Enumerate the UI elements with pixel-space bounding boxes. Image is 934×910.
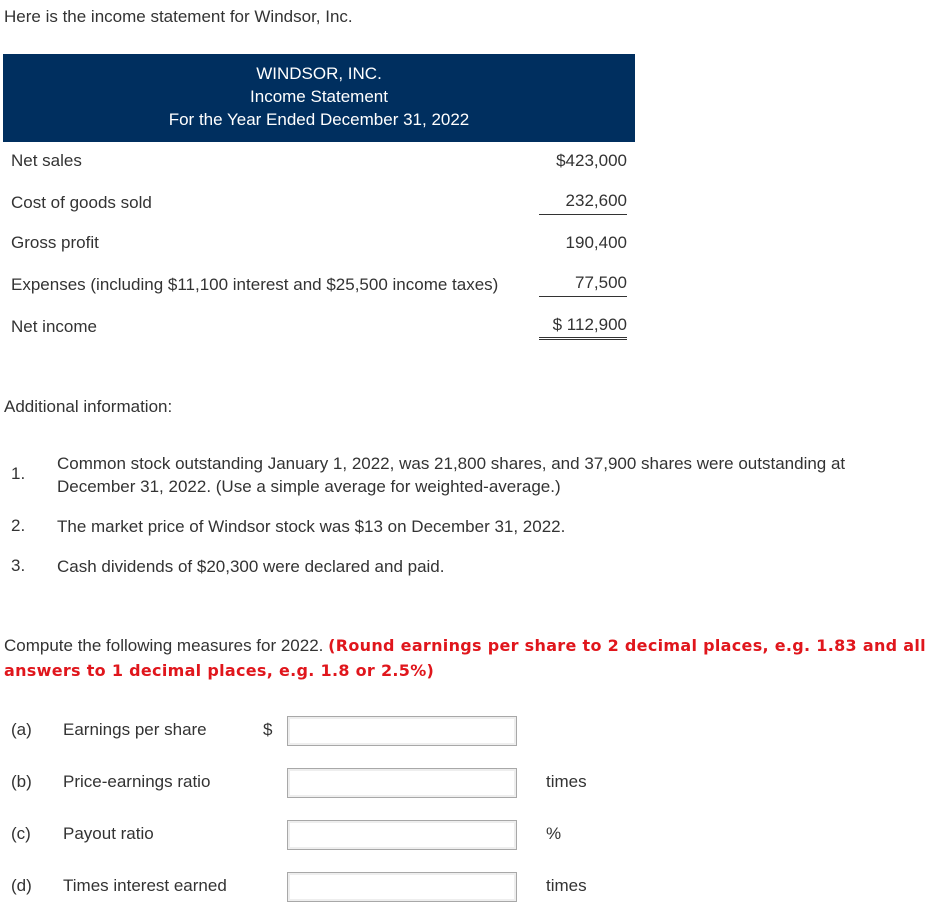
row-amount-gross-profit: 190,400: [565, 233, 627, 252]
unit-label: times: [546, 772, 587, 791]
eps-input[interactable]: [287, 716, 517, 746]
list-item-number: 1.: [11, 464, 26, 483]
list-item-text: The market price of Windsor stock was $13 on December 31, 2022.: [57, 517, 566, 536]
rounding-note: (Round earnings per share to 2 decimal places, e.g. 1.83 and all answers to 1 decimal places, e.g. 1.8 or 2.5%): [4, 636, 926, 680]
row-amount-cogs: 232,600: [539, 191, 627, 215]
list-item-number: 3.: [11, 556, 26, 575]
question-label-payout-ratio: Payout ratio: [63, 824, 154, 843]
row-label-cogs: Cost of goods sold: [11, 193, 152, 212]
question-letter: (a): [11, 720, 32, 739]
intro-text: Here is the income statement for Windsor, Inc.: [4, 7, 353, 26]
times-interest-input[interactable]: [287, 872, 517, 902]
question-letter: (c): [11, 824, 31, 843]
payout-ratio-input[interactable]: [287, 820, 517, 850]
instruction-text: [4, 633, 930, 683]
question-letter: (d): [11, 876, 32, 895]
list-item-text: Cash dividends of $20,300 were declared and paid.: [57, 557, 445, 576]
additional-info-heading: Additional information:: [4, 397, 173, 416]
question-label-pe-ratio: Price-earnings ratio: [63, 772, 211, 791]
list-item-text: Common stock outstanding January 1, 2022, was 21,800 shares, and 37,900 shares were outstanding at December 31, 2022. (Use a simple average for weighted-average.): [57, 454, 846, 496]
row-label-expenses: Expenses (including $11,100 interest and $25,500 income taxes): [11, 275, 499, 294]
question-letter: (b): [11, 772, 32, 791]
pe-ratio-input[interactable]: [287, 768, 517, 798]
row-amount-net-sales: $423,000: [556, 151, 627, 170]
statement-header: [3, 54, 635, 142]
statement-title: Income Statement: [250, 87, 388, 106]
dollar-sign: $: [263, 720, 273, 739]
row-label-net-income: Net income: [11, 317, 97, 336]
statement-period: For the Year Ended December 31, 2022: [168, 110, 470, 129]
row-label-gross-profit: Gross profit: [11, 233, 99, 252]
question-label-eps: Earnings per share: [63, 720, 207, 739]
row-amount-expenses: 77,500: [539, 273, 627, 297]
instruction-main: Compute the following measures for 2022.: [4, 636, 324, 655]
unit-label: times: [546, 876, 587, 895]
company-name: WINDSOR, INC.: [256, 64, 382, 83]
question-label-times-interest: Times interest earned: [63, 876, 227, 895]
row-amount-net-income: $ 112,900: [539, 315, 627, 340]
list-item-number: 2.: [11, 516, 26, 535]
unit-label: %: [546, 824, 562, 843]
row-label-net-sales: Net sales: [11, 151, 82, 170]
